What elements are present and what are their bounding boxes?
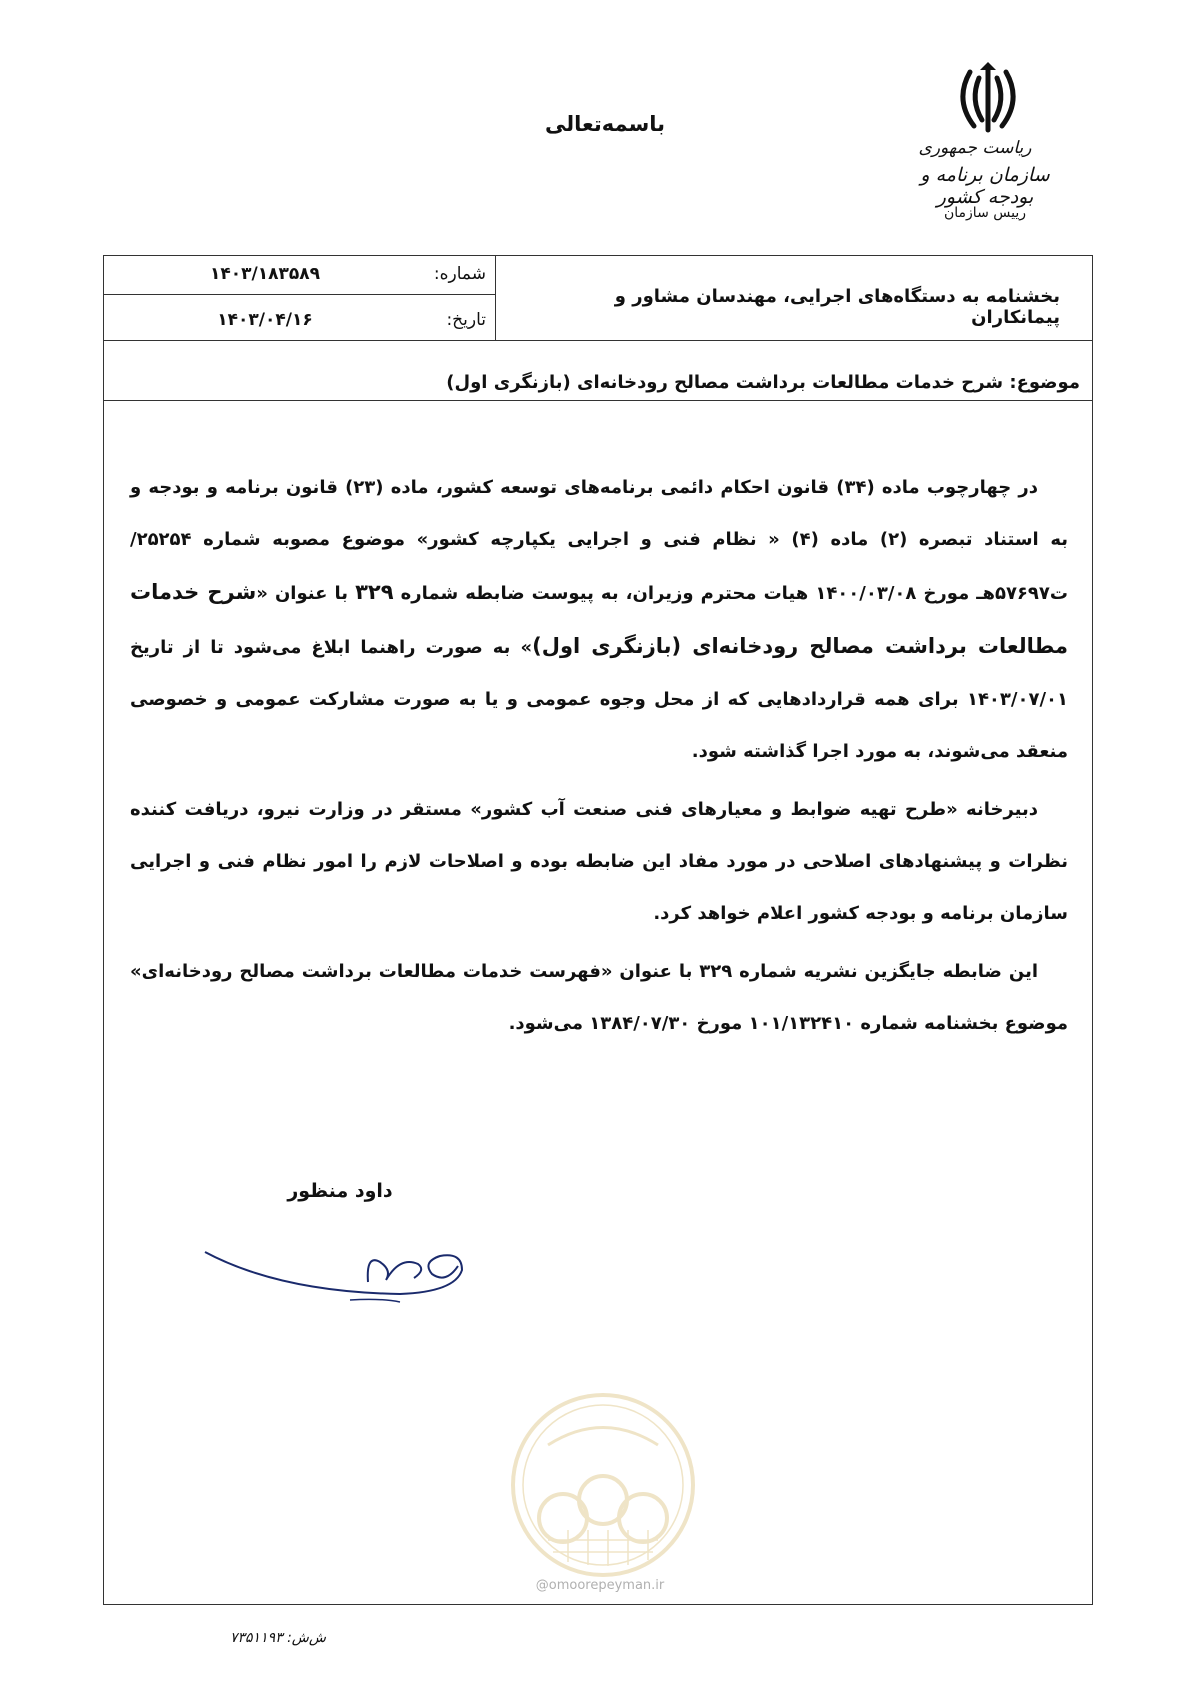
number-label: شماره: <box>433 264 486 284</box>
basmala-heading: باسمه‌تعالی <box>545 112 665 136</box>
body-paragraph: این ضابطه جایگزین نشریه شماره ۳۲۹ با عنوان «فهرست خدمات مطالعات برداشت مصالح رودخانه‌ای» موضوع بخشنامه شماره ۱۰۱/۱۳۲۴۱۰ مورخ ۱۳۸۴/۰۷/۳۰ می‌شود. <box>130 961 1068 1034</box>
body-paragraph: دبیرخانه «طرح تهیه ضوابط و معیارهای فنی صنعت آب کشور» مستقر در وزارت نیرو، دریافت کننده نظرات و پیشنهادهای اصلاحی در مورد مفاد این ضابطه بوده و اصلاحات لازم را امور نظام فنی و اجرایی سازمان برنامه و بودجه کشور اعلام خواهد کرد. <box>130 799 1068 924</box>
signer-name: داود منظور <box>287 1180 393 1202</box>
standard-title: شرح خدمات مطالعات برداشت مصالح رودخانه‌ای (بازنگری اول) <box>130 580 1068 658</box>
omoorepeyman-watermark-icon <box>508 1390 698 1580</box>
divider <box>103 294 495 295</box>
recipients: بخشنامه به دستگاه‌های اجرایی، مهندسان مشاور و پیمانکاران <box>614 286 1060 328</box>
iran-emblem-icon <box>948 60 1028 140</box>
number-value: ۱۴۰۳/۱۸۳۵۸۹ <box>210 264 320 284</box>
watermark-url: @omoorepeyman.ir <box>535 1578 665 1593</box>
org-presidency: ریاست جمهوری <box>918 138 1032 158</box>
letter-body <box>130 462 1068 1056</box>
subject-line: موضوع: شرح خدمات مطالعات برداشت مصالح رودخانه‌ای (بازنگری اول) <box>446 372 1080 393</box>
date-label: تاریخ: <box>446 310 486 330</box>
document-code: ش‌ش: ۷۳۵۱۱۹۳ <box>230 1630 326 1646</box>
date-value: ۱۴۰۳/۰۴/۱۶ <box>217 310 313 330</box>
body-paragraph: در چهارچوب ماده (۳۴) قانون احکام دائمی برنامه‌های توسعه کشور، ماده (۲۳) قانون برنامه و بودجه و به استناد تبصره (۲) ماده (۴) « نظام فنی و اجرایی یکپارچه کشور» موضوع مصوبه شماره ۲۵۲۵۴/ت۵۷۶۹۷هـ مورخ ۱۴۰۰/۰۳/۰۸ هیات محترم وزیران، به پیوست ضابطه شماره ۳۲۹ با عنوان «شرح خدمات مطالعات برداشت مصالح رودخانه‌ای (بازنگری اول)» به صورت راهنما ابلاغ می‌شود تا از تاریخ ۱۴۰۳/۰۷/۰۱ برای همه قراردادهایی که از محل وجوه عمومی و یا به صورت مشارکت عمومی و خصوصی منعقد می‌شوند، به مورد اجرا گذاشته شود. <box>130 477 1068 762</box>
standard-number: ۳۲۹ <box>355 580 394 604</box>
handwritten-signature-icon <box>200 1232 480 1312</box>
divider <box>103 400 1093 401</box>
divider <box>103 340 1093 341</box>
org-head-title: رییس سازمان <box>944 205 1026 221</box>
org-name: سازمان برنامه و بودجه کشور <box>920 164 1050 208</box>
divider <box>495 255 496 340</box>
